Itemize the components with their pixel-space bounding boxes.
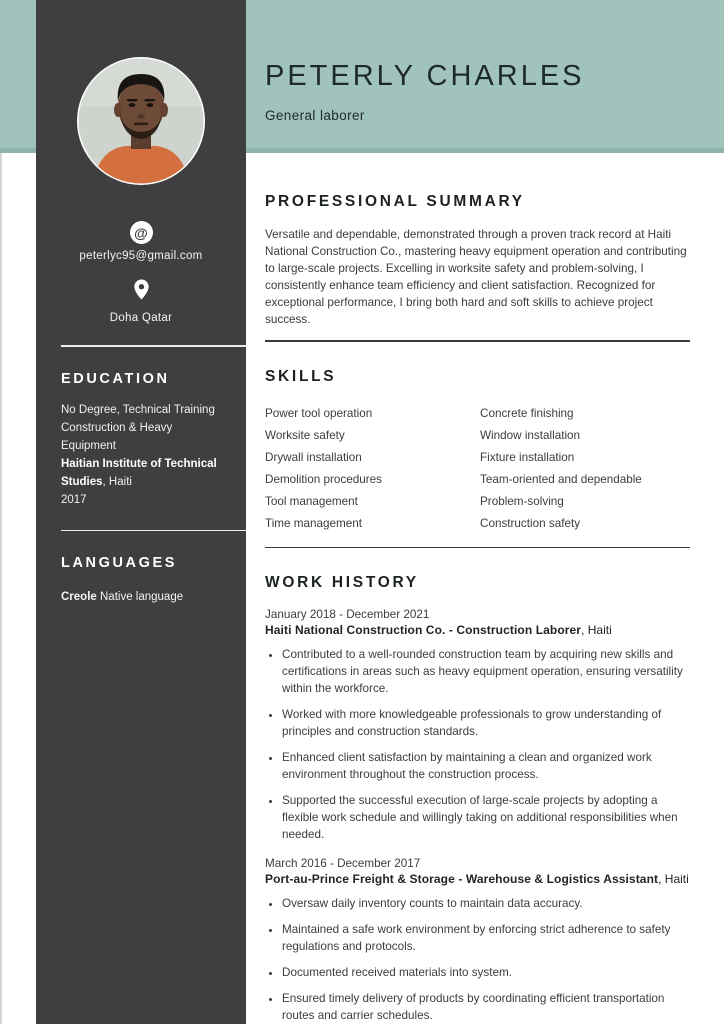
avatar-image	[77, 57, 205, 185]
education-school-location: , Haiti	[102, 475, 132, 488]
job-location: , Haiti	[658, 872, 689, 886]
section-divider	[265, 547, 690, 549]
skill-item: Window installation	[480, 428, 581, 442]
languages-heading: LANGUAGES	[61, 555, 178, 571]
education-school-name: Haitian Institute of Technical Studies	[61, 457, 217, 488]
skills-heading: SKILLS	[265, 367, 337, 385]
education-year: 2017	[61, 493, 87, 506]
language-item	[61, 588, 221, 606]
profile-photo	[77, 57, 205, 185]
job-dates: March 2016 - December 2017	[265, 857, 421, 870]
summary-text: Versatile and dependable, demonstrated through a proven track record at Haiti National Construction Co., mastering heavy equipment operation and contributing to large-scale projects. Excelling in worksite safety and problem-solving, I consistently enhance team efficiency and client satisfaction. Recognized for exceptional performance, I bring both hard and soft skills to achieve project success.	[265, 228, 687, 326]
section-divider	[265, 340, 690, 342]
education-details	[61, 401, 221, 509]
sidebar-divider	[61, 530, 246, 532]
skill-item: Fixture installation	[480, 450, 575, 464]
job-bullet: • Ensured timely delivery of products by coordinating efficient transportation routes and carrier schedules.	[282, 990, 690, 1024]
jobs-list	[265, 608, 690, 1024]
job-bullet: • Maintained a safe work environment by enforcing strict adherence to safety regulations and protocols.	[282, 921, 690, 955]
language-level: Native language	[100, 591, 184, 603]
sidebar	[36, 0, 246, 1024]
job-entry	[265, 857, 690, 1024]
job-title: Haiti National Construction Co. - Construction Laborer	[265, 623, 582, 637]
section-professional-summary	[265, 193, 690, 328]
skills-grid	[265, 403, 690, 535]
job-bullet: • Contributed to a well-rounded construction team by acquiring new skills and certifications in areas such as heavy equipment operation, ensuring versatility within the workforce.	[282, 646, 690, 697]
section-work-history	[265, 574, 690, 1024]
job-title-line	[265, 872, 690, 886]
education-heading: EDUCATION	[61, 370, 170, 387]
email-icon: @	[130, 221, 153, 244]
language-name: Creole	[61, 591, 97, 603]
contact-email	[36, 221, 246, 262]
location-text: Doha Qatar	[109, 312, 173, 324]
job-title: Port-au-Prince Freight & Storage - Warehouse & Logistics Assistant	[265, 872, 659, 886]
job-bullet: • Enhanced client satisfaction by maintaining a clean and organized work environment throughout the construction process.	[282, 749, 690, 783]
job-dates: January 2018 - December 2021	[265, 608, 430, 621]
skill-item: Demolition procedures	[265, 472, 382, 486]
job-bullet: • Supported the successful execution of large-scale projects by adopting a flexible work schedule and willingly taking on additional responsibilities when needed.	[282, 792, 690, 843]
contact-location	[36, 278, 246, 324]
work-history-heading: WORK HISTORY	[265, 574, 419, 591]
main-column	[265, 0, 690, 1024]
skill-item: Time management	[265, 516, 363, 530]
skill-item: Drywall installation	[265, 450, 362, 464]
job-bullet: • Worked with more knowledgeable professionals to grow understanding of principles and construction standards.	[282, 706, 690, 740]
skills-column-right	[480, 403, 690, 535]
education-degree: No Degree, Technical Training Construction & Heavy Equipment	[61, 403, 215, 452]
job-bullet: • Oversaw daily inventory counts to maintain data accuracy.	[282, 895, 690, 912]
page-title: PETERLY CHARLES	[265, 60, 585, 92]
job-bullets	[265, 646, 690, 843]
skill-item: Power tool operation	[265, 406, 373, 420]
skill-item: Tool management	[265, 494, 358, 508]
education-school	[61, 455, 221, 491]
skills-column-left	[265, 403, 480, 535]
job-entry	[265, 608, 690, 843]
job-bullet: • Documented received materials into system.	[282, 964, 690, 981]
skill-item: Team-oriented and dependable	[480, 472, 642, 486]
skill-item: Construction safety	[480, 516, 581, 530]
skill-item: Concrete finishing	[480, 406, 574, 420]
skill-item: Problem-solving	[480, 494, 564, 508]
job-title-line	[265, 623, 690, 637]
person-job-title: General laborer	[265, 108, 365, 123]
contact-section	[36, 221, 246, 324]
skill-item: Worksite safety	[265, 428, 345, 442]
summary-heading: PROFESSIONAL SUMMARY	[265, 193, 525, 210]
section-skills	[265, 368, 690, 535]
sidebar-divider	[61, 345, 246, 347]
job-bullets	[265, 895, 690, 1024]
job-location: , Haiti	[581, 623, 612, 637]
location-icon	[130, 278, 153, 301]
email-text: peterlyc95@gmail.com	[79, 250, 203, 262]
